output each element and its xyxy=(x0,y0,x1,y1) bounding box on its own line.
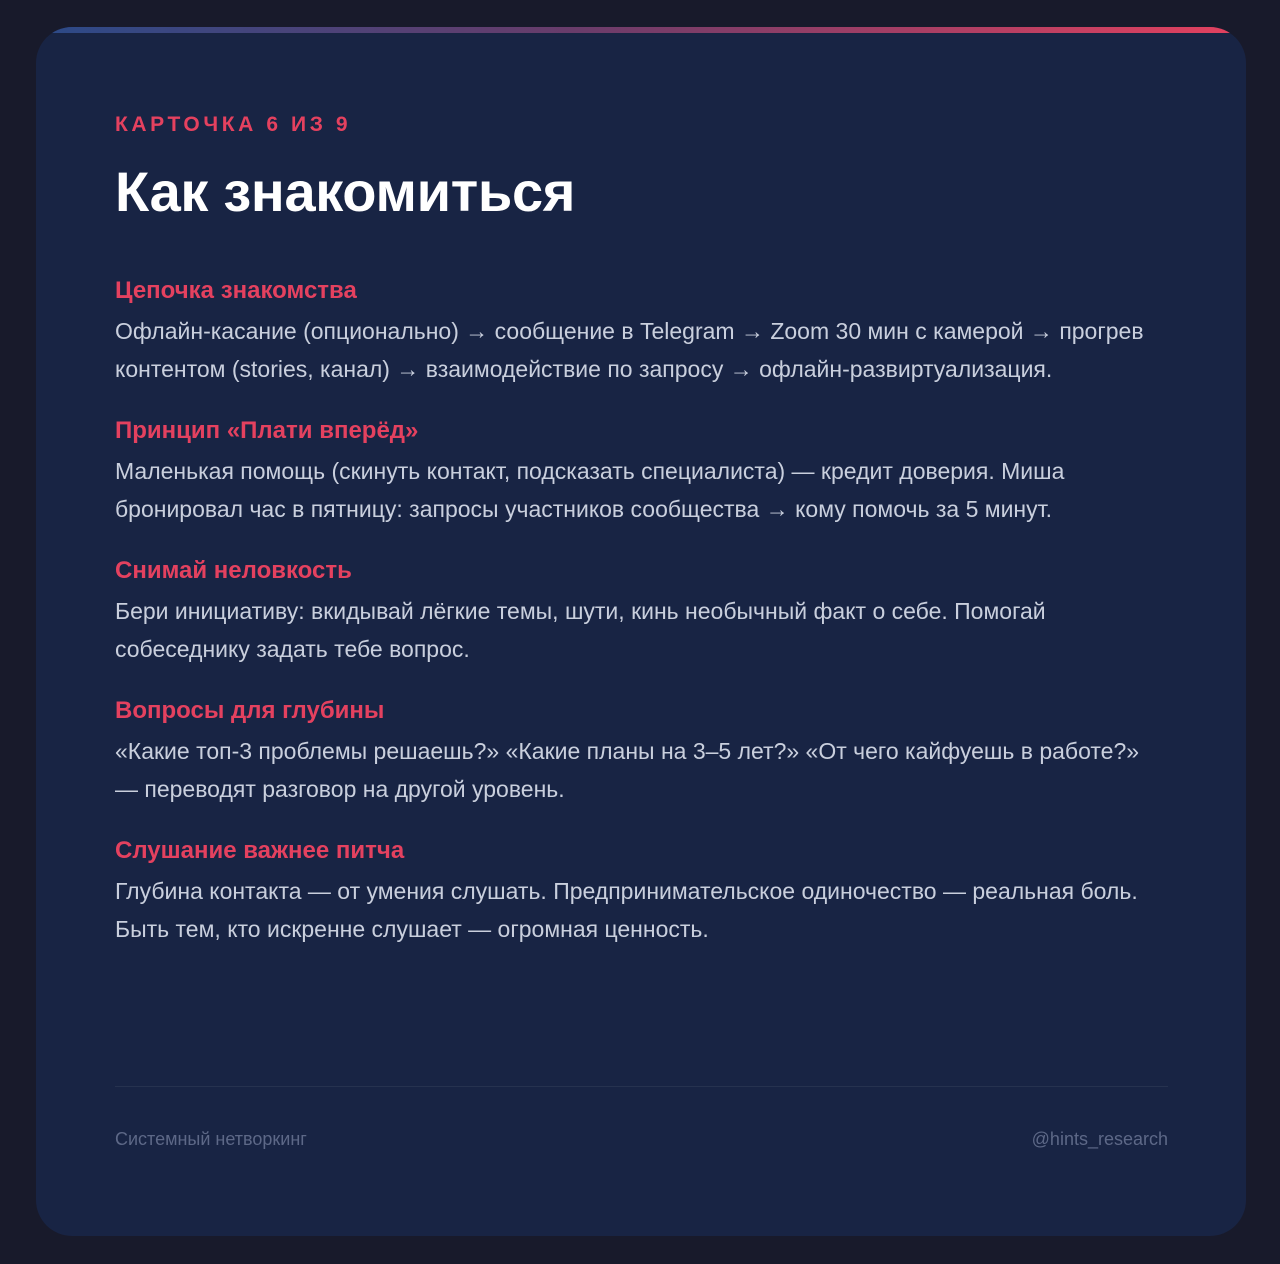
section-heading: Слушание важнее питча xyxy=(115,837,405,864)
section-heading: Принцип «Плати вперёд» xyxy=(115,417,419,444)
accent-gradient-line xyxy=(36,27,1246,33)
section-text: «Какие топ-3 проблемы решаешь?» «Какие планы на 3–5 лет?» «От чего кайфуешь в работе?» — переводят разговор на другой уровень. xyxy=(115,738,1140,802)
page-title: Как знакомиться xyxy=(115,160,576,223)
section-text: Офлайн-касание (опционально) → сообщение в Telegram → Zoom 30 мин с камерой → прогрев контентом (stories, канал) → взаимодействие по запросу → офлайн-развиртуализация. xyxy=(115,318,1144,382)
sections-list xyxy=(115,274,1168,974)
section-pay-forward xyxy=(115,414,1168,528)
section-text: Бери инициативу: вкидывай лёгкие темы, шути, кинь необычный факт о себе. Помогай собеседнику задать тебе вопрос. xyxy=(115,598,1046,662)
footer-divider xyxy=(115,1086,1168,1087)
section-heading: Вопросы для глубины xyxy=(115,697,385,724)
section-listening xyxy=(115,834,1168,948)
section-deep-questions xyxy=(115,694,1168,808)
section-chain xyxy=(115,274,1168,388)
section-text: Маленькая помощь (скинуть контакт, подсказать специалиста) — кредит доверия. Миша бронировал час в пятницу: запросы участников сообщества → кому помочь за 5 минут. xyxy=(115,458,1065,522)
footer-series-title: Системный нетворкинг xyxy=(115,1129,307,1149)
section-heading: Цепочка знакомства xyxy=(115,277,357,304)
section-awkwardness xyxy=(115,554,1168,668)
section-text: Глубина контакта — от умения слушать. Предпринимательское одиночество — реальная боль. Быть тем, кто искренне слушает — огромная ценность. xyxy=(115,878,1138,942)
card-counter: КАРТОЧКА 6 ИЗ 9 xyxy=(115,113,352,136)
card xyxy=(36,27,1246,1236)
section-heading: Снимай неловкость xyxy=(115,557,352,584)
footer-handle: @hints_research xyxy=(1031,1129,1168,1149)
